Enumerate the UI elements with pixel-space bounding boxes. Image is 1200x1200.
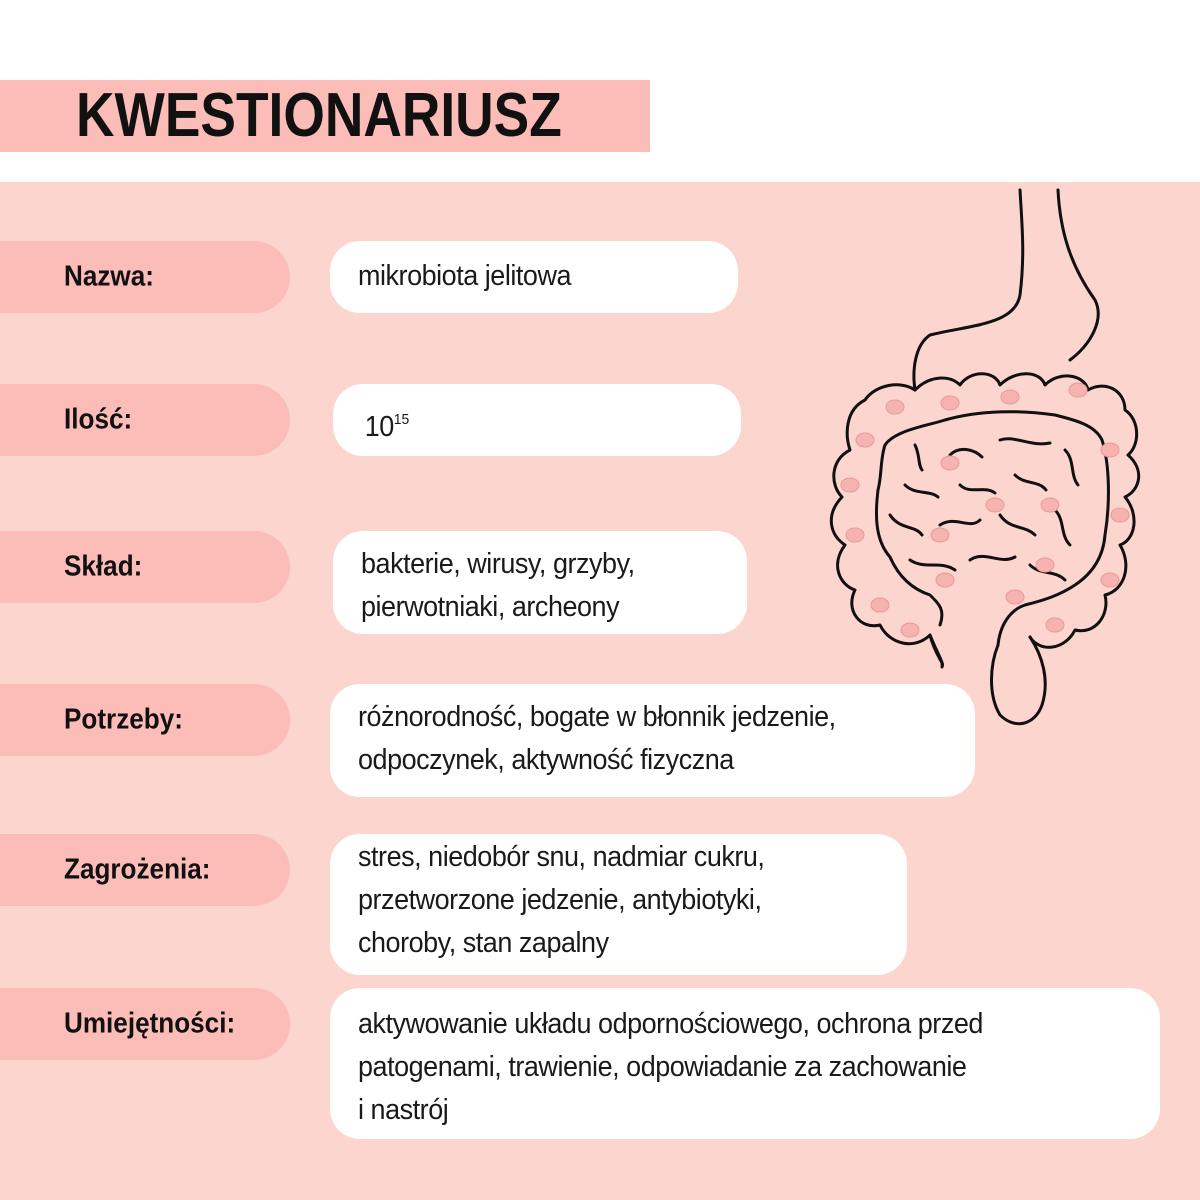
colon-left-outline bbox=[831, 385, 942, 665]
label-zagrozenia bbox=[0, 834, 290, 906]
microbe-icon bbox=[1111, 508, 1129, 522]
microbe-icon bbox=[1036, 558, 1054, 572]
appendix-outline bbox=[930, 635, 942, 667]
microbe-icon bbox=[1006, 590, 1024, 604]
microbe-icon bbox=[871, 598, 889, 612]
microbe-icon bbox=[901, 623, 919, 637]
quantity-exponent: 15 bbox=[393, 411, 410, 428]
label-text: Umiejętności: bbox=[64, 1007, 236, 1040]
microbe-icon bbox=[1046, 618, 1064, 632]
microbe-icon bbox=[846, 528, 864, 542]
colon-right-outline bbox=[915, 374, 1139, 648]
microbe-icon bbox=[941, 456, 959, 470]
microbe-icon bbox=[1101, 573, 1119, 587]
microbe-icon bbox=[936, 573, 954, 587]
microbe-icon bbox=[986, 498, 1004, 512]
microbe-icon bbox=[931, 528, 949, 542]
label-umiejetnosci bbox=[0, 988, 290, 1060]
microbe-icon bbox=[1069, 383, 1087, 397]
microbe-icon bbox=[1101, 443, 1119, 457]
value-nazwa bbox=[330, 241, 738, 313]
value-text: aktywowanie układu odpornościowego, ochrona przed patogenami, trawienie, odpowiadanie za zachowanie i nastrój bbox=[358, 1008, 983, 1126]
value-text: różnorodność, bogate w błonnik jedzenie, odpoczynek, aktywność fizyczna bbox=[358, 701, 836, 776]
value-sklad bbox=[333, 531, 747, 634]
label-ilosc bbox=[0, 384, 290, 456]
value-ilosc bbox=[333, 384, 741, 456]
label-text: Potrzeby: bbox=[64, 703, 183, 736]
label-sklad bbox=[0, 531, 290, 603]
microbe-icon bbox=[886, 400, 904, 414]
label-potrzeby bbox=[0, 684, 290, 756]
label-text: Ilość: bbox=[64, 403, 133, 436]
value-text: mikrobiota jelitowa bbox=[358, 260, 572, 292]
intestine-icon bbox=[820, 185, 1150, 735]
label-text: Zagrożenia: bbox=[64, 853, 211, 886]
stomach-outline bbox=[914, 190, 1023, 390]
stomach-outline bbox=[1058, 190, 1098, 360]
value-text: bakterie, wirusy, grzyby, pierwotniaki, archeony bbox=[361, 548, 635, 623]
rectum-outline bbox=[992, 637, 1046, 724]
microbe-icon bbox=[941, 396, 959, 410]
microbe-group bbox=[841, 383, 1129, 637]
value-text: stres, niedobór snu, nadmiar cukru, przetworzone jedzenie, antybiotyki, choroby, stan zapalny bbox=[358, 841, 765, 959]
microbe-icon bbox=[856, 433, 874, 447]
quantity-base: 10 bbox=[364, 411, 394, 443]
value-umiejetnosci bbox=[330, 988, 1160, 1139]
microbe-icon bbox=[1001, 390, 1019, 404]
label-text: Nazwa: bbox=[64, 260, 154, 293]
label-text: Skład: bbox=[64, 550, 143, 583]
microbe-icon bbox=[1041, 498, 1059, 512]
microbe-icon bbox=[841, 478, 859, 492]
colon-inner-outline bbox=[876, 420, 945, 625]
page-title: KWESTIONARIUSZ bbox=[76, 81, 562, 150]
value-zagrozenia bbox=[330, 834, 907, 975]
label-nazwa bbox=[0, 241, 290, 313]
